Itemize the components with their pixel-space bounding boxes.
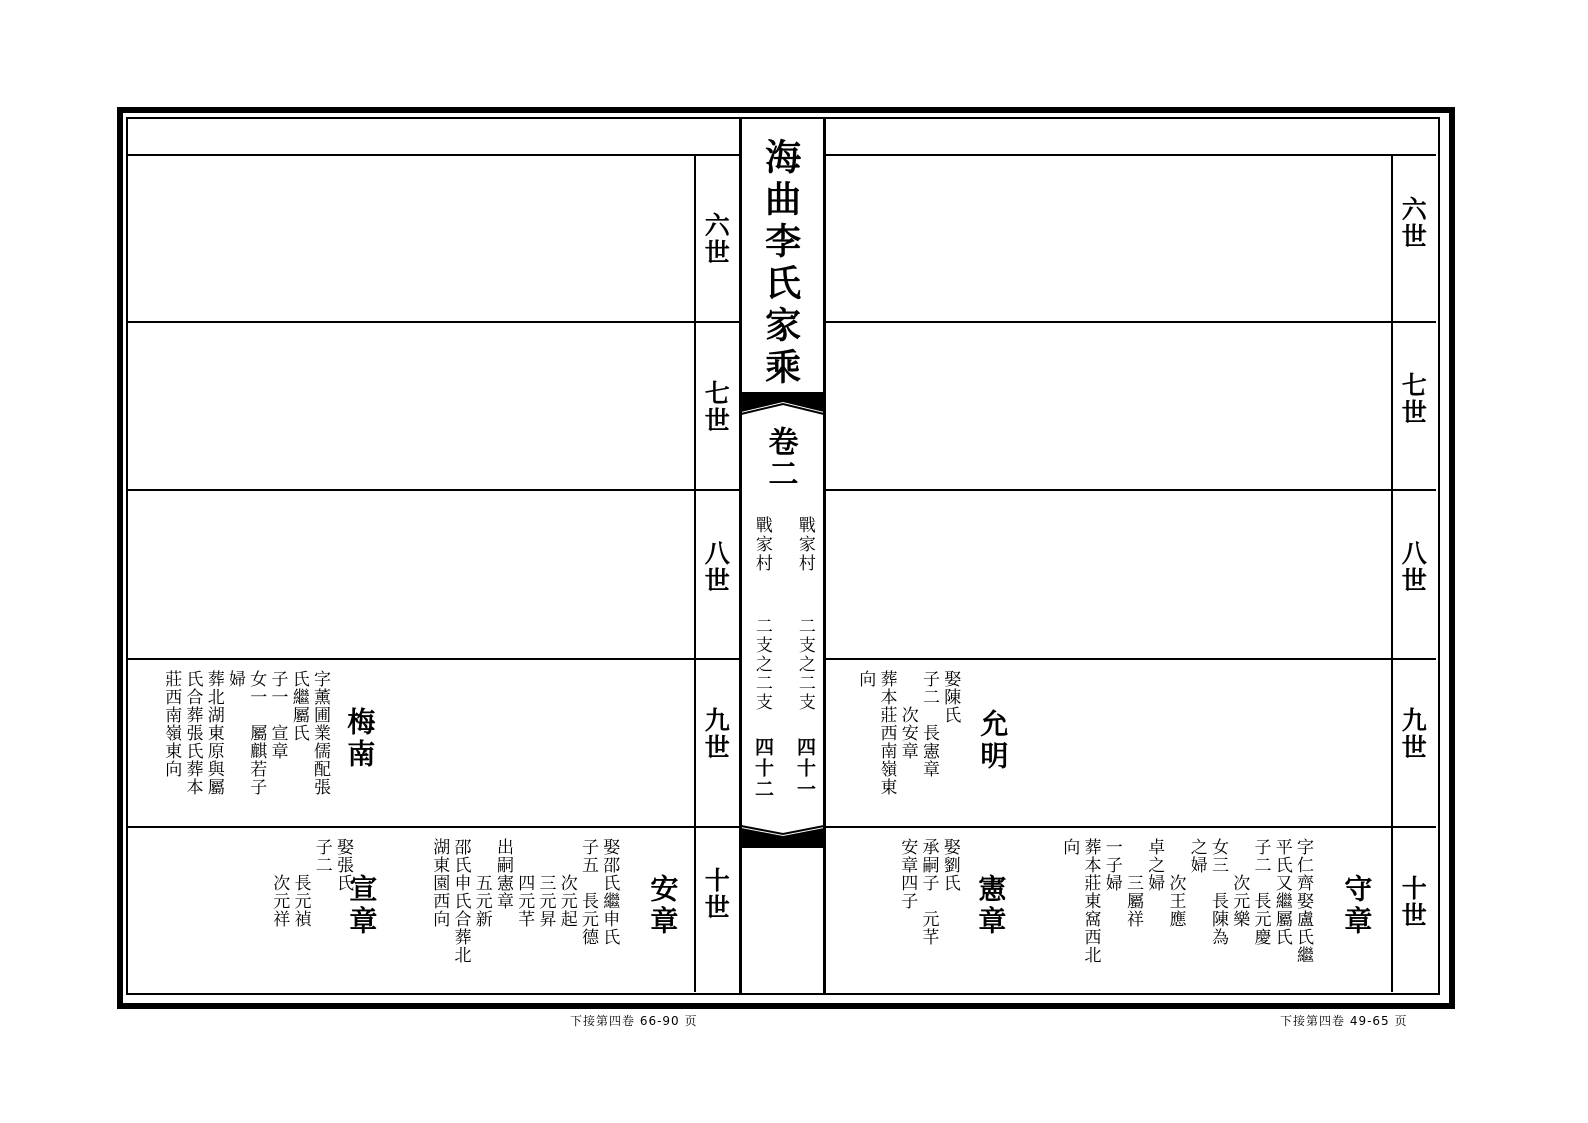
person-name-yunming: 允明 — [976, 709, 1010, 773]
left-header-rule — [127, 154, 739, 156]
left-gen-column-rule — [694, 154, 696, 992]
right-gen-label: 八世 — [1398, 540, 1428, 594]
person-name-anzhang: 安章 — [646, 874, 680, 938]
note-line: 葬北湖東原與屬 — [203, 670, 224, 796]
note-line: 子二 長憲章 — [919, 670, 939, 778]
person-notes-meinan — [160, 670, 330, 796]
note-line: 女三 長陳為 — [1208, 838, 1228, 946]
note-line: 女一 屬麒若子 — [246, 670, 267, 796]
note-line: 邵氏申氏合葬北 — [450, 838, 471, 964]
spine-right-page-number: 四十一 — [793, 737, 816, 800]
note-line: 長元禎 — [290, 838, 311, 928]
person-notes-xianzhang — [896, 838, 960, 946]
right-row-rule — [826, 826, 1436, 828]
right-row-rule — [826, 489, 1436, 491]
footer-right-continuation: 下接第四卷 49-65 页 — [1280, 1014, 1408, 1028]
note-line: 字仁齊娶盧氏繼 — [1293, 838, 1313, 964]
left-gen-label: 七世 — [701, 380, 731, 434]
note-line: 婦 — [225, 670, 245, 688]
left-gen-label: 十世 — [701, 867, 731, 921]
spine-left-branch: 二支之二支 — [751, 617, 772, 712]
note-line: 葬本莊西南嶺東 — [876, 670, 897, 796]
left-row-rule — [127, 489, 739, 491]
person-notes-shouzhang — [1058, 838, 1313, 964]
note-line: 次元起 — [556, 838, 577, 928]
note-line: 子五 長元德 — [578, 838, 598, 946]
book-title: 海曲李氏家乘 — [759, 138, 802, 390]
left-row-rule — [127, 321, 739, 323]
person-notes-xuanzhang — [268, 838, 353, 928]
note-line: 次安章 — [897, 670, 918, 760]
note-line: 子一 宣章 — [267, 670, 288, 760]
person-name-shouzhang: 守章 — [1340, 874, 1374, 938]
spine-right-branch: 二支之二支 — [794, 617, 815, 712]
note-line: 向 — [855, 670, 876, 688]
note-line: 次元祥 — [269, 838, 290, 928]
note-line: 之婦 — [1186, 838, 1207, 874]
note-line: 娶邵氏繼申氏 — [599, 838, 620, 946]
note-line: 莊西南嶺東向 — [161, 670, 182, 778]
note-line: 次王應 — [1165, 838, 1186, 928]
right-gen-column-rule — [1391, 154, 1393, 992]
person-notes-anzhang — [428, 838, 619, 964]
left-row-rule — [127, 658, 739, 660]
spine-left-village: 戰家村 — [751, 516, 772, 573]
left-row-rule — [127, 826, 739, 828]
note-line: 次元樂 — [1229, 838, 1250, 928]
note-line: 一子婦 — [1101, 838, 1122, 892]
person-name-xuanzhang: 宣章 — [345, 874, 379, 938]
volume-label: 卷二 — [762, 426, 798, 490]
note-line: 出嗣憲章 — [493, 838, 513, 910]
note-line: 承嗣子 元芊 — [918, 838, 939, 946]
note-line: 氏繼屬氏 — [288, 670, 309, 742]
note-line: 安章四子 — [897, 838, 918, 910]
note-line: 子二 — [311, 838, 332, 874]
person-notes-yunming — [854, 670, 960, 796]
person-name-xianzhang: 憲章 — [974, 874, 1008, 938]
left-gen-label: 八世 — [701, 540, 731, 594]
person-name-meinan: 梅南 — [343, 707, 377, 771]
spine-left-page-number: 四十二 — [751, 737, 774, 800]
note-line: 字薰圃業儒配張 — [310, 670, 330, 796]
left-gen-label: 六世 — [701, 212, 731, 266]
note-line: 三元昇 — [535, 838, 556, 928]
note-line: 葬本莊東窩西北 — [1080, 838, 1101, 964]
note-line: 娶張氏 — [333, 838, 353, 892]
right-gen-label: 十世 — [1398, 875, 1428, 929]
note-line: 三屬祥 — [1123, 838, 1143, 928]
note-line: 娶陳氏 — [940, 670, 961, 724]
right-gen-label: 九世 — [1398, 707, 1428, 761]
right-row-rule — [826, 321, 1436, 323]
note-line: 卓之婦 — [1144, 838, 1165, 892]
spine-right-village: 戰家村 — [794, 516, 815, 573]
note-line: 四元芊 — [514, 838, 535, 928]
right-header-rule — [826, 154, 1436, 156]
right-row-rule — [826, 658, 1436, 660]
note-line: 氏合葬張氏葬本 — [182, 670, 203, 796]
note-line: 五元新 — [471, 838, 492, 928]
left-gen-label: 九世 — [701, 707, 731, 761]
note-line: 娶劉氏 — [939, 838, 960, 892]
footer-left-continuation: 下接第四卷 66-90 页 — [570, 1014, 698, 1028]
note-line: 平氏又繼屬氏 — [1271, 838, 1292, 946]
note-line: 湖東園西向 — [429, 838, 450, 928]
note-line: 向 — [1059, 838, 1080, 856]
right-gen-label: 六世 — [1398, 196, 1428, 250]
right-gen-label: 七世 — [1398, 372, 1428, 426]
note-line: 子二 長元慶 — [1250, 838, 1271, 946]
